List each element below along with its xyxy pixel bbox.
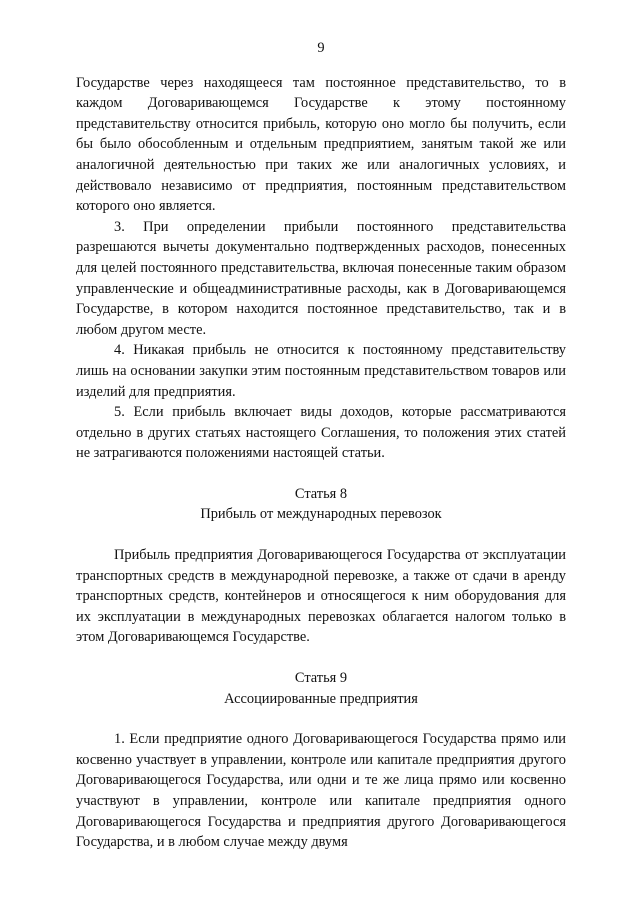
article8-title: Статья 8 — [294, 485, 348, 502]
page-number: 9 — [317, 40, 325, 56]
spacer — [76, 648, 566, 668]
article7-intro-paragraph: Государстве через находящееся там постоянное представительство, то в каждом Договаривающемся Государстве к этому постоянному представительству относится прибыль, которую оно могло бы получить, если бы было обособленным и отдельным предприятием, занятым такой же или аналогичной деятельностью при таких же или аналогичных условиях, и действовало независимо от предприятия, постоянным представительством которого оно является. — [76, 74, 566, 215]
article8-paragraph: Прибыль предприятия Договаривающегося Государства от эксплуатации транспортных средств в международной перевозке, а также от сдачи в аренду транспортных средств, контейнеров и относящегося к ним оборудования для их эксплуатации в международных перевозках облагается налогом только в этом Договаривающемся Государстве. — [76, 547, 566, 646]
article9-title: Статья 9 — [294, 670, 348, 687]
article7-paragraph-3: 3. При определении прибыли постоянного представительства разрешаются вычеты документально подтвержденных расходов, понесенных для целей постоянного представительства, включая понесенные таким образом управленческие и общеадминистративные расходы, как в Договаривающемся Государстве, в котором находится постоянное представительство, так и в любом другом месте. — [76, 218, 566, 338]
article7-paragraph-4: 4. Никакая прибыль не относится к постоянному представительству лишь на основании закупки этим постоянным представительством товаров или изделий для предприятия. — [76, 342, 566, 400]
article8-heading: Прибыль от международных перевозок — [200, 506, 442, 523]
article7-paragraph-5: 5. Если прибыль включает виды доходов, которые рассматриваются отдельно в других статьях настоящего Соглашения, то положения этих статей не затрагиваются положениями настоящей статьи. — [76, 404, 566, 462]
document-page — [76, 38, 566, 853]
spacer — [76, 464, 566, 484]
article9-paragraph-1: 1. Если предприятие одного Договаривающегося Государства прямо или косвенно участвует в управлении, контроле или капитале предприятия другого Договаривающегося Государства, или одни и те же лица прямо или косвенно участвуют в управлении, контроле или капитале предприятия одного Договаривающегося Государства и предприятия другого Договаривающегося Государства, и в любом случае между двумя — [76, 731, 566, 851]
spacer — [76, 709, 566, 729]
spacer — [76, 525, 566, 545]
article9-heading: Ассоциированные предприятия — [224, 690, 418, 707]
